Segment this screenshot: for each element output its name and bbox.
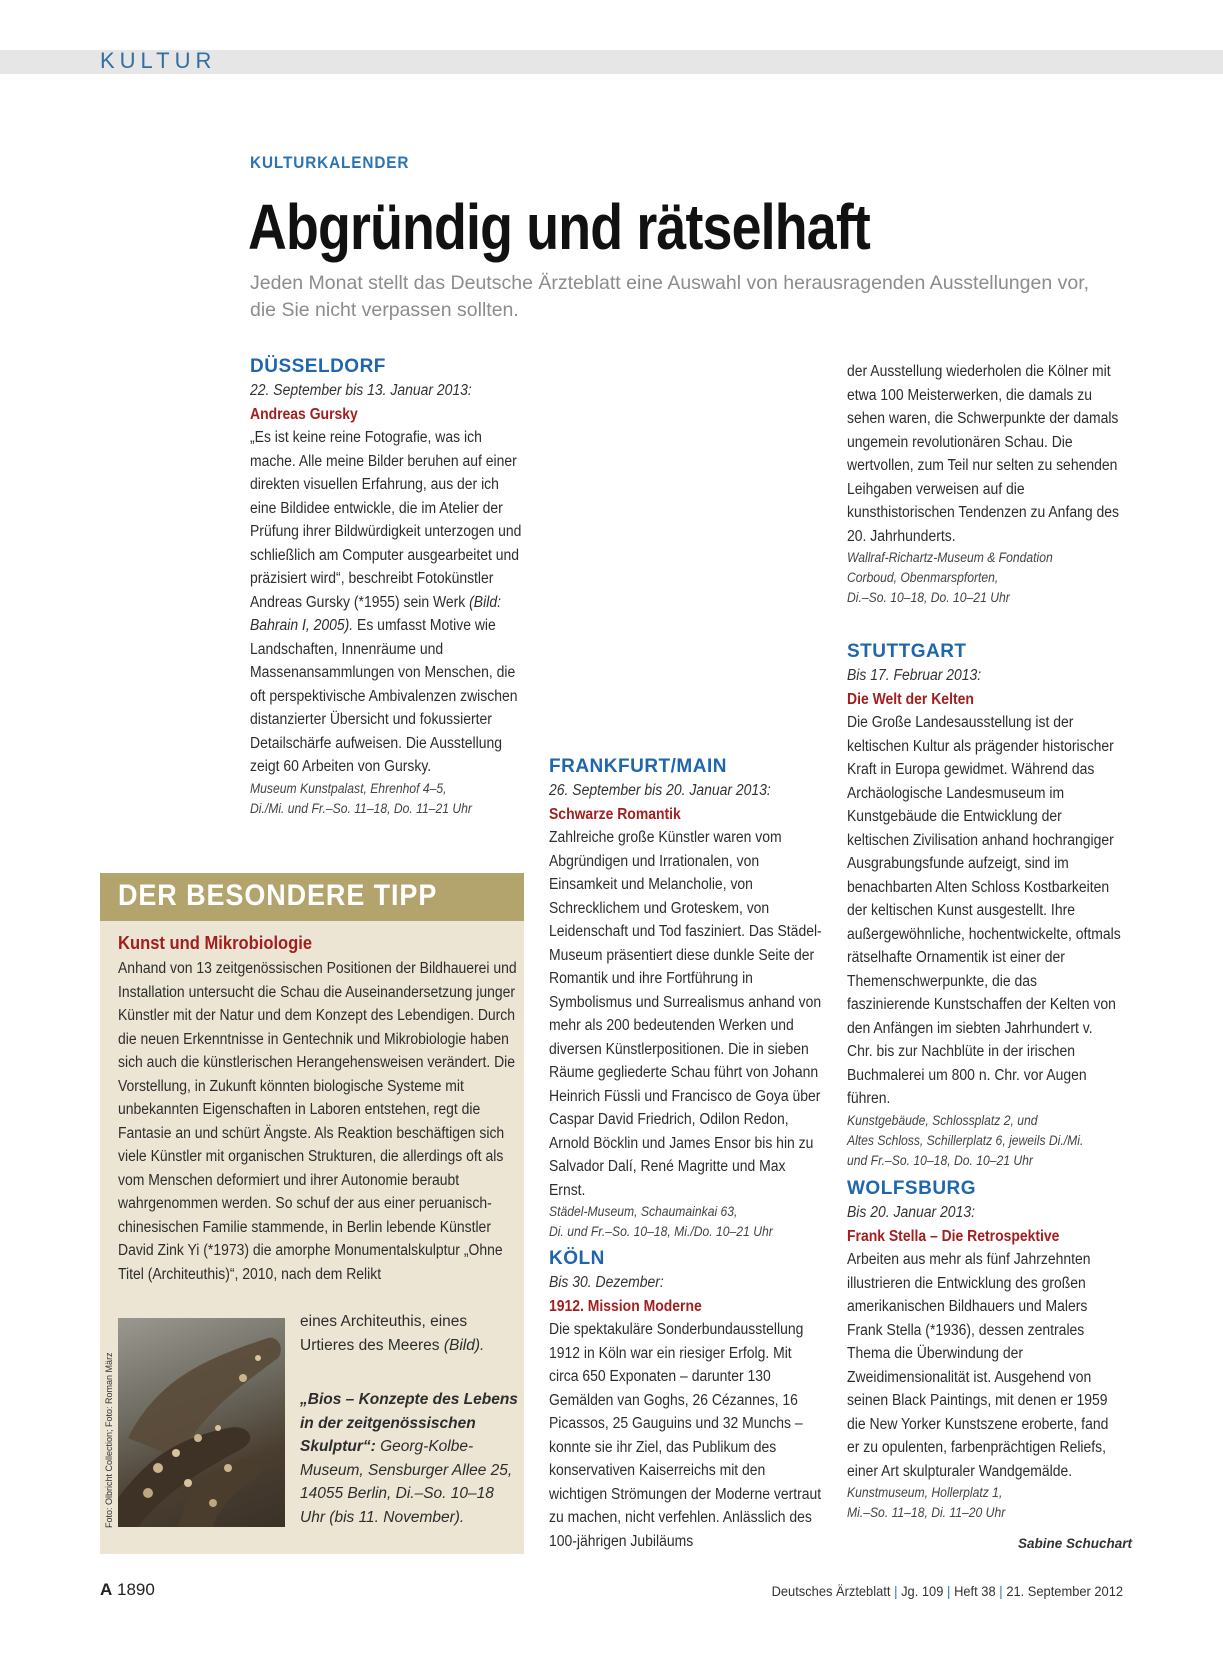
tipp-exhibition-info: „Bios – Konzepte des Lebens in der zeitgenössischen Skulptur“: Georg-Kolbe-Museum, Sensburger Allee 25, 14055 Berlin, Di.–So. 10–18 Uhr (bis 11. November).: [300, 1391, 518, 1526]
journal-footer: Deutsches Ärzteblatt | Jg. 109 | Heft 38 | 21. September 2012: [771, 1583, 1123, 1599]
exhibition-location: Kunstgebäude, Schlossplatz 2, und: [847, 1112, 1038, 1128]
lede: Jeden Monat stellt das Deutsche Ärzteblatt eine Auswahl von herausragenden Ausstellungen vor, die Sie nicht verpassen sollten.: [250, 272, 1090, 321]
exhibition-location: Wallraf-Richartz-Museum & Fondation: [847, 550, 1053, 565]
exhibition-dates: Bis 30. Dezember:: [549, 1274, 664, 1291]
entry-stuttgart: [847, 640, 1122, 1171]
section-label: KULTUR: [100, 48, 217, 73]
author: Sabine Schuchart: [1018, 1536, 1133, 1551]
entry-koeln-continued: [847, 360, 1122, 608]
tipp-header: [100, 873, 524, 921]
exhibition-text: Arbeiten aus mehr als fünf Jahrzehnten illustrieren die Entwicklung des großen amerikanischen Bildhauers und Malers Frank Stella (*1936), dessen zentrales Thema die Überwindung der Zweidimensionalität ist. Ausgehend von seinen Black Paintings, mit denen er 1959 die New Yorker Kunstszene eroberte, fand er zu opulenten, farbenprächtigen Reliefs, einer Art skulpturaler Wandgemälde.: [847, 1251, 1109, 1480]
exhibition-location: Corboud, Obenmarspforten,: [847, 570, 999, 585]
tipp-text: Anhand von 13 zeitgenössischen Positionen der Bildhauerei und Installation untersucht die Schau die Auseinandersetzung junger Künstler mit der Natur und dem Konzept des Lebendigen. Durch die neuen Erkenntnisse in Gentechnik und Mikrobiologie haben sich auch die künstlerischen Herangehensweisen verändert. Die Vorstellung, in Zukunft könnten biologische Systeme mit unbekannten Eigenschaften in Laboren entstehen, regt die Fantasie an und schürt Ängste. Als Reaktion beschäftigen sich viele Künstler mit organischen Strukturen, die allerdings oft als vom Menschen deformiert und ihrer Autonomie beraubt wahrgenommen werden. So schuf der aus einer peruanisch-chinesischen Familie stammende, in Berlin lebende Künstler David Zink Yi (*1973) die amorphe Monumentalskulptur „Ohne Titel (Architeuthis)“, 2010, nach dem Relikt: [118, 960, 517, 1283]
exhibition-dates: Bis 20. Januar 2013:: [847, 1204, 975, 1221]
exhibition-text: Zahlreiche große Künstler waren vom Abgründigen und Irrationalen, von Einsamkeit und Melancholie, von Schrecklichem und Groteskem, von Leidenschaft und Tod fasziniert. Das Städel-Museum präsentiert diese dunkle Seite der Romantik und ihre Fortführung in Symbolismus und Surrealismus anhand von mehr als 200 bedeutenden Werken und diversen Künstlerpositionen. Die in sieben Räume gegliederte Schau führt von Johann Heinrich Füssli und Francisco de Goya über Caspar David Friedrich, Odilon Redon, Arnold Böcklin und James Ensor bis hin zu Salvador Dalí, René Magritte und Max Ernst.: [549, 829, 822, 1199]
tipp-title: Kunst und Mikrobiologie: [118, 933, 313, 953]
tipp-text-continued: eines Architeuthis, eines Urtieres des Meeres (Bild).: [300, 1313, 485, 1354]
city-heading: KÖLN: [549, 1248, 605, 1269]
exhibition-title: 1912. Mission Moderne: [549, 1297, 702, 1315]
exhibition-location: Altes Schloss, Schillerplatz 6, jeweils Di./Mi.: [847, 1132, 1084, 1148]
sculpture-photo: [118, 1318, 285, 1527]
exhibition-text: Die Große Landesausstellung ist der keltischen Kultur als prägender historischer Kraft in Europa gewidmet. Während das Archäologische Landesmuseum im Kunstgebäude die Entwicklung der keltischen Zivilisation anhand hochrangiger Ausgrabungsfunde aufzeigt, sind im benachbarten Alten Schloss Kostbarkeiten der keltischen Kunst ausgestellt. Ihre außergewöhnliche, hochentwickelte, oftmals rätselhafte Ornamentik ist einer der Themenschwerpunkte, die das faszinierende Kunstschaffen der Kelten von den Anfängen im siebten Jahrhundert v. Chr. bis zur Nachblüte in der irischen Buchmalerei um 800 n. Chr. vor Augen führen.: [847, 714, 1121, 1107]
exhibition-dates: Bis 17. Februar 2013:: [847, 667, 982, 684]
exhibition-text: der Ausstellung wiederholen die Kölner mit etwa 100 Meisterwerken, die damals zu sehen waren, die Schwerpunkte der damals ungemein revolutionären Schau. Die wertvollen, zum Teil nur selten zu sehenden Leihgaben verweisen auf die kunsthistorischen Tendenzen zu Anfang des 20. Jahrhunderts.: [847, 363, 1119, 545]
tipp-header-title: DER BESONDERE TIPP: [118, 879, 438, 912]
city-heading: DÜSSELDORF: [250, 356, 386, 377]
exhibition-hours: Di./Mi. und Fr.–So. 11–18, Do. 11–21 Uhr: [250, 800, 472, 816]
entry-koeln: [549, 1247, 824, 1553]
exhibition-location: Museum Kunstpalast, Ehrenhof 4–5,: [250, 780, 447, 796]
page-number: A 1890: [100, 1580, 155, 1599]
city-heading: STUTTGART: [847, 641, 967, 662]
exhibition-dates: 26. September bis 20. Januar 2013:: [549, 782, 771, 799]
kicker: KULTURKALENDER: [250, 153, 410, 172]
exhibition-hours: und Fr.–So. 10–18, Do. 10–21 Uhr: [847, 1152, 1033, 1168]
entry-duesseldorf: [250, 355, 525, 819]
entry-wolfsburg: [847, 1177, 1122, 1523]
city-heading: WOLFSBURG: [847, 1178, 977, 1199]
exhibition-title: Schwarze Romantik: [549, 805, 681, 823]
exhibition-title: Frank Stella – Die Retrospektive: [847, 1227, 1060, 1245]
exhibition-dates: 22. September bis 13. Januar 2013:: [250, 382, 472, 399]
exhibition-title: Andreas Gursky: [250, 405, 358, 423]
tipp-box: [100, 873, 524, 1554]
exhibition-location: Kunstmuseum, Hollerplatz 1,: [847, 1485, 1003, 1500]
entry-frankfurt: [549, 755, 824, 1242]
exhibition-location: Städel-Museum, Schaumainkai 63,: [549, 1204, 738, 1219]
exhibition-text: „Es ist keine reine Fotografie, was ich mache. Alle meine Bilder beruhen auf einer direkten visuellen Erfahrung, aus der ich eine Bildidee entwickle, die im Atelier der Prüfung ihrer Bildwürdigkeit unterzogen und schließlich am Computer ausgearbeitet und präzisiert wird“, beschreibt Fotokünstler Andreas Gursky (*1955) sein Werk (Bild: Bahrain I, 2005). Es umfasst Motive wie Landschaften, Innenräume und Massenansammlungen von Menschen, die oft perspektivische Ambivalenzen zwischen distanzierter Übersicht und fokussierter Detailschärfe aufweisen. Die Ausstellung zeigt 60 Arbeiten von Gursky.: [250, 429, 522, 775]
headline: Abgründig und rätselhaft: [248, 191, 870, 263]
exhibition-hours: Mi.–So. 11–18, Di. 11–20 Uhr: [847, 1505, 1006, 1520]
exhibition-hours: Di.–So. 10–18, Do. 10–21 Uhr: [847, 590, 1010, 605]
photo-credit: Foto: Olbricht Collection; Foto: Roman März: [104, 1352, 114, 1528]
exhibition-hours: Di. und Fr.–So. 10–18, Mi./Do. 10–21 Uhr: [549, 1224, 773, 1239]
exhibition-title: Die Welt der Kelten: [847, 690, 974, 708]
exhibition-text: Die spektakuläre Sonderbundausstellung 1912 in Köln war ein riesiger Erfolg. Mit circa 650 Exponaten – darunter 130 Gemälden van Goghs, 26 Cézannes, 16 Picassos, 25 Gauguins und 32 Munchs – konnte sie ihr Ziel, das Publikum des konservativen Kaiserreichs mit den wichtigen Strömungen der Moderne vertraut zu machen, nicht verfehlen. Anlässlich des 100-jährigen Jubiläums: [549, 1321, 822, 1550]
city-heading: FRANKFURT/MAIN: [549, 756, 727, 777]
